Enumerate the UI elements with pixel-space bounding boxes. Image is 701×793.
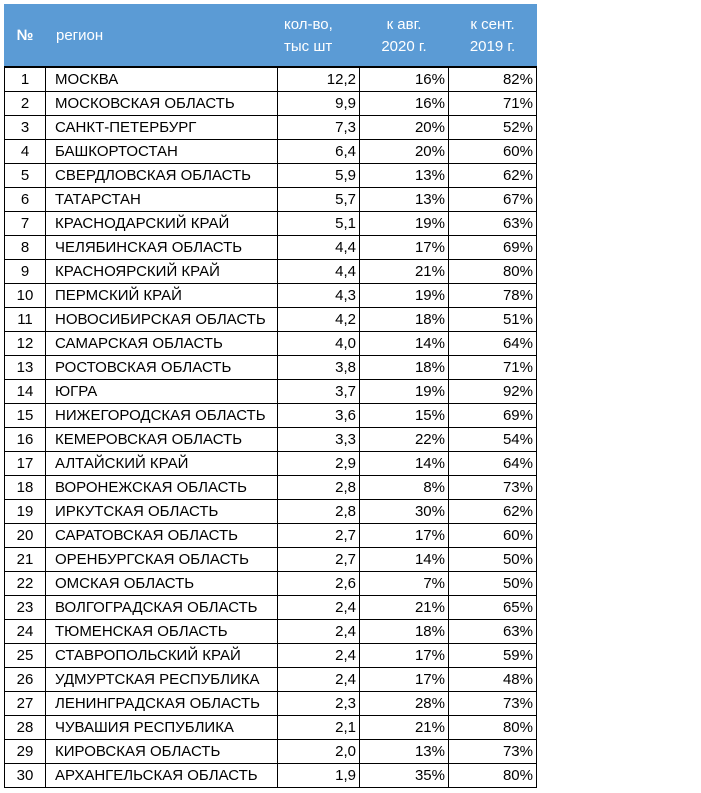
quantity-cell: 3,3 xyxy=(278,428,360,452)
change-vs-august-cell: 14% xyxy=(360,452,449,476)
table-body xyxy=(5,67,537,788)
region-name-cell: БАШКОРТОСТАН xyxy=(46,140,278,164)
change-vs-august-cell: 13% xyxy=(360,164,449,188)
region-name-cell: КРАСНОДАРСКИЙ КРАЙ xyxy=(46,212,278,236)
change-vs-august-cell: 7% xyxy=(360,572,449,596)
header-number: № xyxy=(5,5,46,68)
region-name-cell: ЛЕНИНГРАДСКАЯ ОБЛАСТЬ xyxy=(46,692,278,716)
change-vs-august-cell: 20% xyxy=(360,116,449,140)
region-name-cell: ИРКУТСКАЯ ОБЛАСТЬ xyxy=(46,500,278,524)
region-name-cell: НОВОСИБИРСКАЯ ОБЛАСТЬ xyxy=(46,308,278,332)
row-number-cell: 16 xyxy=(5,428,46,452)
change-vs-august-cell: 13% xyxy=(360,188,449,212)
header-quantity-line2: тыс шт xyxy=(284,37,333,55)
table-row xyxy=(5,668,537,692)
quantity-cell: 2,1 xyxy=(278,716,360,740)
change-vs-september-cell: 80% xyxy=(449,764,537,788)
header-vs-august-line2: 2020 г. xyxy=(381,37,427,55)
row-number-cell: 22 xyxy=(5,572,46,596)
table-row xyxy=(5,260,537,284)
table-row xyxy=(5,764,537,788)
row-number-cell: 15 xyxy=(5,404,46,428)
change-vs-september-cell: 62% xyxy=(449,164,537,188)
table-row xyxy=(5,92,537,116)
row-number-cell: 30 xyxy=(5,764,46,788)
change-vs-september-cell: 71% xyxy=(449,92,537,116)
header-vs-september xyxy=(449,5,537,68)
quantity-cell: 3,6 xyxy=(278,404,360,428)
table-row xyxy=(5,524,537,548)
change-vs-august-cell: 15% xyxy=(360,404,449,428)
change-vs-september-cell: 73% xyxy=(449,740,537,764)
table-row xyxy=(5,644,537,668)
region-name-cell: САМАРСКАЯ ОБЛАСТЬ xyxy=(46,332,278,356)
row-number-cell: 27 xyxy=(5,692,46,716)
quantity-cell: 5,1 xyxy=(278,212,360,236)
change-vs-september-cell: 52% xyxy=(449,116,537,140)
row-number-cell: 1 xyxy=(5,67,46,92)
change-vs-august-cell: 17% xyxy=(360,668,449,692)
quantity-cell: 9,9 xyxy=(278,92,360,116)
row-number-cell: 25 xyxy=(5,644,46,668)
change-vs-september-cell: 80% xyxy=(449,260,537,284)
region-name-cell: КИРОВСКАЯ ОБЛАСТЬ xyxy=(46,740,278,764)
quantity-cell: 4,3 xyxy=(278,284,360,308)
region-name-cell: НИЖЕГОРОДСКАЯ ОБЛАСТЬ xyxy=(46,404,278,428)
quantity-cell: 2,7 xyxy=(278,548,360,572)
region-name-cell: ЧУВАШИЯ РЕСПУБЛИКА xyxy=(46,716,278,740)
change-vs-september-cell: 51% xyxy=(449,308,537,332)
quantity-cell: 2,4 xyxy=(278,620,360,644)
change-vs-september-cell: 73% xyxy=(449,692,537,716)
row-number-cell: 10 xyxy=(5,284,46,308)
row-number-cell: 3 xyxy=(5,116,46,140)
row-number-cell: 13 xyxy=(5,356,46,380)
region-name-cell: РОСТОВСКАЯ ОБЛАСТЬ xyxy=(46,356,278,380)
change-vs-august-cell: 19% xyxy=(360,284,449,308)
region-name-cell: ЮГРА xyxy=(46,380,278,404)
region-name-cell: САНКТ-ПЕТЕРБУРГ xyxy=(46,116,278,140)
quantity-cell: 4,0 xyxy=(278,332,360,356)
change-vs-august-cell: 19% xyxy=(360,212,449,236)
quantity-cell: 2,9 xyxy=(278,452,360,476)
change-vs-august-cell: 21% xyxy=(360,596,449,620)
change-vs-september-cell: 64% xyxy=(449,452,537,476)
change-vs-august-cell: 19% xyxy=(360,380,449,404)
row-number-cell: 12 xyxy=(5,332,46,356)
change-vs-september-cell: 59% xyxy=(449,644,537,668)
row-number-cell: 6 xyxy=(5,188,46,212)
change-vs-august-cell: 18% xyxy=(360,308,449,332)
table-header xyxy=(5,5,537,68)
row-number-cell: 11 xyxy=(5,308,46,332)
header-vs-september-line2: 2019 г. xyxy=(469,37,516,55)
table-row xyxy=(5,596,537,620)
change-vs-september-cell: 65% xyxy=(449,596,537,620)
change-vs-september-cell: 78% xyxy=(449,284,537,308)
change-vs-september-cell: 63% xyxy=(449,620,537,644)
region-name-cell: ТАТАРСТАН xyxy=(46,188,278,212)
region-name-cell: ЧЕЛЯБИНСКАЯ ОБЛАСТЬ xyxy=(46,236,278,260)
region-name-cell: МОСКВА xyxy=(46,67,278,92)
row-number-cell: 24 xyxy=(5,620,46,644)
quantity-cell: 3,8 xyxy=(278,356,360,380)
table-row xyxy=(5,188,537,212)
table-row xyxy=(5,452,537,476)
row-number-cell: 8 xyxy=(5,236,46,260)
quantity-cell: 4,2 xyxy=(278,308,360,332)
change-vs-september-cell: 63% xyxy=(449,212,537,236)
row-number-cell: 14 xyxy=(5,380,46,404)
header-row xyxy=(5,5,537,68)
row-number-cell: 26 xyxy=(5,668,46,692)
change-vs-august-cell: 13% xyxy=(360,740,449,764)
table-row xyxy=(5,572,537,596)
quantity-cell: 2,8 xyxy=(278,476,360,500)
change-vs-september-cell: 73% xyxy=(449,476,537,500)
quantity-cell: 5,9 xyxy=(278,164,360,188)
table-row xyxy=(5,548,537,572)
table-row xyxy=(5,428,537,452)
table-row xyxy=(5,476,537,500)
table-row xyxy=(5,140,537,164)
header-vs-september-line1: к сент. xyxy=(470,15,515,33)
quantity-cell: 2,4 xyxy=(278,644,360,668)
region-name-cell: КЕМЕРОВСКАЯ ОБЛАСТЬ xyxy=(46,428,278,452)
quantity-cell: 2,3 xyxy=(278,692,360,716)
change-vs-august-cell: 18% xyxy=(360,620,449,644)
region-name-cell: ТЮМЕНСКАЯ ОБЛАСТЬ xyxy=(46,620,278,644)
region-name-cell: ВОЛГОГРАДСКАЯ ОБЛАСТЬ xyxy=(46,596,278,620)
change-vs-september-cell: 64% xyxy=(449,332,537,356)
change-vs-august-cell: 17% xyxy=(360,524,449,548)
table-row xyxy=(5,332,537,356)
table-row xyxy=(5,116,537,140)
quantity-cell: 6,4 xyxy=(278,140,360,164)
change-vs-august-cell: 18% xyxy=(360,356,449,380)
header-quantity-line1: кол-во, xyxy=(284,15,333,33)
region-name-cell: САРАТОВСКАЯ ОБЛАСТЬ xyxy=(46,524,278,548)
quantity-cell: 2,4 xyxy=(278,668,360,692)
table-row xyxy=(5,740,537,764)
region-name-cell: СВЕРДЛОВСКАЯ ОБЛАСТЬ xyxy=(46,164,278,188)
row-number-cell: 7 xyxy=(5,212,46,236)
change-vs-september-cell: 50% xyxy=(449,572,537,596)
table-row xyxy=(5,500,537,524)
change-vs-september-cell: 69% xyxy=(449,236,537,260)
change-vs-august-cell: 16% xyxy=(360,67,449,92)
change-vs-august-cell: 14% xyxy=(360,548,449,572)
quantity-cell: 7,3 xyxy=(278,116,360,140)
region-name-cell: ОРЕНБУРГСКАЯ ОБЛАСТЬ xyxy=(46,548,278,572)
quantity-cell: 2,6 xyxy=(278,572,360,596)
region-name-cell: УДМУРТСКАЯ РЕСПУБЛИКА xyxy=(46,668,278,692)
quantity-cell: 2,8 xyxy=(278,500,360,524)
change-vs-september-cell: 50% xyxy=(449,548,537,572)
change-vs-september-cell: 71% xyxy=(449,356,537,380)
header-vs-august-line1: к авг. xyxy=(386,15,422,33)
quantity-cell: 1,9 xyxy=(278,764,360,788)
change-vs-september-cell: 69% xyxy=(449,404,537,428)
change-vs-august-cell: 21% xyxy=(360,716,449,740)
row-number-cell: 17 xyxy=(5,452,46,476)
table-row xyxy=(5,620,537,644)
change-vs-august-cell: 30% xyxy=(360,500,449,524)
change-vs-september-cell: 60% xyxy=(449,524,537,548)
row-number-cell: 4 xyxy=(5,140,46,164)
quantity-cell: 4,4 xyxy=(278,236,360,260)
row-number-cell: 21 xyxy=(5,548,46,572)
table-row xyxy=(5,67,537,92)
change-vs-august-cell: 14% xyxy=(360,332,449,356)
region-name-cell: ВОРОНЕЖСКАЯ ОБЛАСТЬ xyxy=(46,476,278,500)
row-number-cell: 19 xyxy=(5,500,46,524)
quantity-cell: 12,2 xyxy=(278,67,360,92)
table-row xyxy=(5,380,537,404)
row-number-cell: 20 xyxy=(5,524,46,548)
table-row xyxy=(5,692,537,716)
change-vs-september-cell: 80% xyxy=(449,716,537,740)
table-row xyxy=(5,404,537,428)
change-vs-august-cell: 8% xyxy=(360,476,449,500)
row-number-cell: 9 xyxy=(5,260,46,284)
region-name-cell: ОМСКАЯ ОБЛАСТЬ xyxy=(46,572,278,596)
region-name-cell: МОСКОВСКАЯ ОБЛАСТЬ xyxy=(46,92,278,116)
quantity-cell: 5,7 xyxy=(278,188,360,212)
change-vs-august-cell: 16% xyxy=(360,92,449,116)
table-row xyxy=(5,236,537,260)
change-vs-august-cell: 22% xyxy=(360,428,449,452)
regions-table xyxy=(4,4,537,788)
change-vs-september-cell: 62% xyxy=(449,500,537,524)
header-region: регион xyxy=(46,5,278,68)
row-number-cell: 18 xyxy=(5,476,46,500)
change-vs-august-cell: 17% xyxy=(360,236,449,260)
change-vs-august-cell: 28% xyxy=(360,692,449,716)
row-number-cell: 23 xyxy=(5,596,46,620)
table-row xyxy=(5,212,537,236)
table-row xyxy=(5,716,537,740)
change-vs-august-cell: 17% xyxy=(360,644,449,668)
row-number-cell: 2 xyxy=(5,92,46,116)
change-vs-september-cell: 67% xyxy=(449,188,537,212)
change-vs-september-cell: 60% xyxy=(449,140,537,164)
header-vs-august xyxy=(360,5,449,68)
quantity-cell: 3,7 xyxy=(278,380,360,404)
quantity-cell: 2,7 xyxy=(278,524,360,548)
row-number-cell: 5 xyxy=(5,164,46,188)
table-row xyxy=(5,356,537,380)
change-vs-september-cell: 82% xyxy=(449,67,537,92)
change-vs-august-cell: 20% xyxy=(360,140,449,164)
change-vs-august-cell: 21% xyxy=(360,260,449,284)
region-name-cell: АЛТАЙСКИЙ КРАЙ xyxy=(46,452,278,476)
quantity-cell: 4,4 xyxy=(278,260,360,284)
quantity-cell: 2,4 xyxy=(278,596,360,620)
region-name-cell: ПЕРМСКИЙ КРАЙ xyxy=(46,284,278,308)
change-vs-september-cell: 92% xyxy=(449,380,537,404)
table-row xyxy=(5,308,537,332)
region-name-cell: КРАСНОЯРСКИЙ КРАЙ xyxy=(46,260,278,284)
header-quantity xyxy=(278,5,360,68)
change-vs-september-cell: 54% xyxy=(449,428,537,452)
table-row xyxy=(5,164,537,188)
row-number-cell: 28 xyxy=(5,716,46,740)
table-row xyxy=(5,284,537,308)
region-name-cell: АРХАНГЕЛЬСКАЯ ОБЛАСТЬ xyxy=(46,764,278,788)
change-vs-september-cell: 48% xyxy=(449,668,537,692)
region-name-cell: СТАВРОПОЛЬСКИЙ КРАЙ xyxy=(46,644,278,668)
quantity-cell: 2,0 xyxy=(278,740,360,764)
change-vs-august-cell: 35% xyxy=(360,764,449,788)
row-number-cell: 29 xyxy=(5,740,46,764)
